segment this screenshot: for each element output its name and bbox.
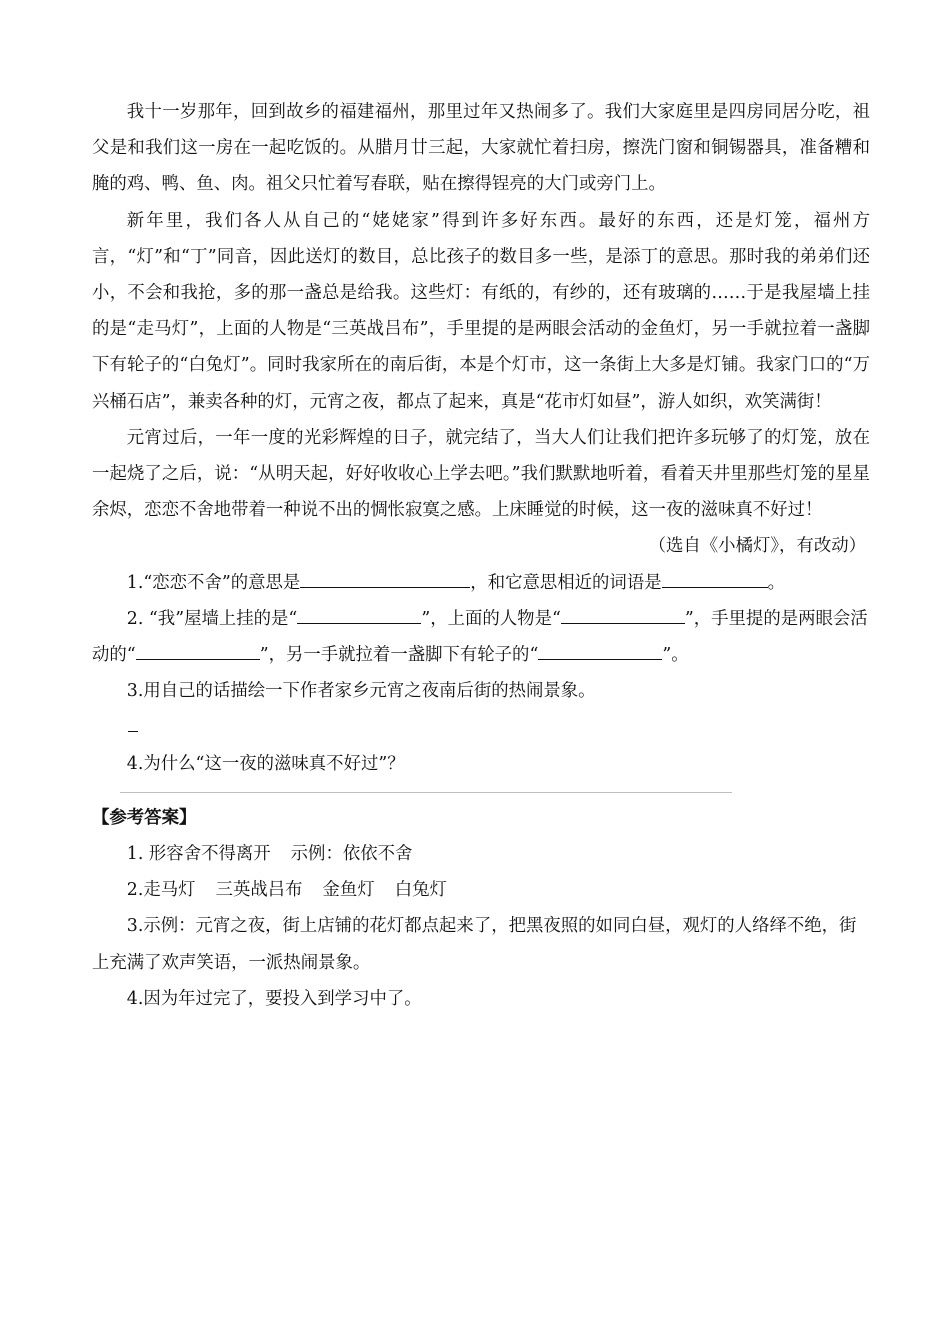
question-1-blank-1[interactable] [300, 569, 470, 588]
question-2 [92, 601, 870, 673]
question-2-text-c: ”，手里提的是两眼会活动的“ [92, 608, 868, 666]
passage-paragraph-3: 元宵过后，一年一度的光彩辉煌的日子，就完结了，当大人们让我们把许多玩够了的灯笼，放在一起烧了之后，说：“从明天起，好好收收心上学去吧。”我们默默地听着，看着天井里那些灯笼的星星余烬，恋恋不舍地带着一种说不出的惆怅寂寞之感。上床睡觉的时候，这一夜的滋味真不好过！ [92, 427, 870, 521]
answer-1-meaning: 1. 形容舍不得离开 [126, 844, 271, 865]
question-1-text-a: 1.“恋恋不舍”的意思是 [126, 572, 301, 593]
question-1-blank-2[interactable] [662, 569, 768, 588]
answer-2-item-3: 金鱼灯 [322, 880, 375, 901]
question-2-blank-3[interactable] [136, 641, 260, 660]
question-3-answer-line[interactable] [92, 709, 870, 745]
answer-2-item-1: 2.走马灯 [126, 880, 196, 901]
question-1-text-c: 。 [767, 572, 786, 593]
question-2-text-e: ”。 [662, 645, 689, 666]
passage-paragraph-1: 我十一岁那年，回到故乡的福建福州，那里过年又热闹多了。我们大家庭里是四房同居分吃，祖父是和我们这一房在一起吃饭的。从腊月廿三起，大家就忙着扫房，擦洗门窗和铜锡器具，准备糟和腌的鸡、鸭、鱼、肉。祖父只忙着写春联，贴在擦得锃亮的大门或旁门上。 [92, 102, 870, 195]
section-divider [92, 782, 870, 800]
answer-4: 4.因为年过完了，要投入到学习中了。 [126, 988, 422, 1009]
question-2-blank-2[interactable] [561, 605, 685, 624]
question-3: 3.用自己的话描绘一下作者家乡元宵之夜南后街的热闹景象。 [126, 681, 596, 702]
passage-source: （选自《小橘灯》，有改动） [648, 536, 866, 557]
answer-1 [92, 836, 870, 872]
answer-2-item-4: 白兔灯 [394, 880, 447, 901]
answer-line-mark [128, 731, 138, 732]
question-1 [92, 565, 870, 601]
answers-heading: 【参考答案】 [92, 807, 197, 828]
question-2-text-b: ”，上面的人物是“ [421, 608, 561, 629]
question-1-text-b: ，和它意思相近的词语是 [470, 572, 662, 593]
question-4: 4.为什么“这一夜的滋味真不好过”？ [126, 753, 405, 774]
answer-3: 3.示例：元宵之夜，街上店铺的花灯都点起来了，把黑夜照的如同白昼，观灯的人络绎不绝，街上充满了欢声笑语，一派热闹景象。 [92, 916, 857, 973]
question-2-blank-1[interactable] [297, 605, 421, 624]
question-2-text-d: ”，另一手就拉着一盏脚下有轮子的“ [259, 645, 539, 666]
document-page [92, 94, 870, 1017]
divider-line [120, 792, 732, 793]
question-2-blank-4[interactable] [538, 641, 662, 660]
passage-paragraph-2: 新年里，我们各人从自己的“姥姥家”得到许多好东西。最好的东西，还是灯笼，福州方言，“灯”和“丁”同音，因此送灯的数目，总比孩子的数目多一些，是添丁的意思。那时我的弟弟们还小，不会和我抢，多的那一盏总是给我。这些灯：有纸的，有纱的，还有玻璃的……于是我屋墙上挂的是“走马灯”，上面的人物是“三英战吕布”，手里提的是两眼会活动的金鱼灯，另一手就拉着一盏脚下有轮子的“白兔灯”。同时我家所在的南后街，本是个灯市，这一条街上大多是灯铺。我家门口的“万兴桶石店”，兼卖各种的灯，元宵之夜，都点了起来，真是“花市灯如昼”，游人如织，欢笑满街！ [92, 210, 870, 412]
question-2-text-a: 2. “我”屋墙上挂的是“ [126, 608, 298, 629]
answer-2-item-2: 三英战吕布 [215, 880, 303, 901]
answer-1-example: 示例：依依不舍 [290, 844, 413, 865]
answer-2 [92, 872, 870, 908]
